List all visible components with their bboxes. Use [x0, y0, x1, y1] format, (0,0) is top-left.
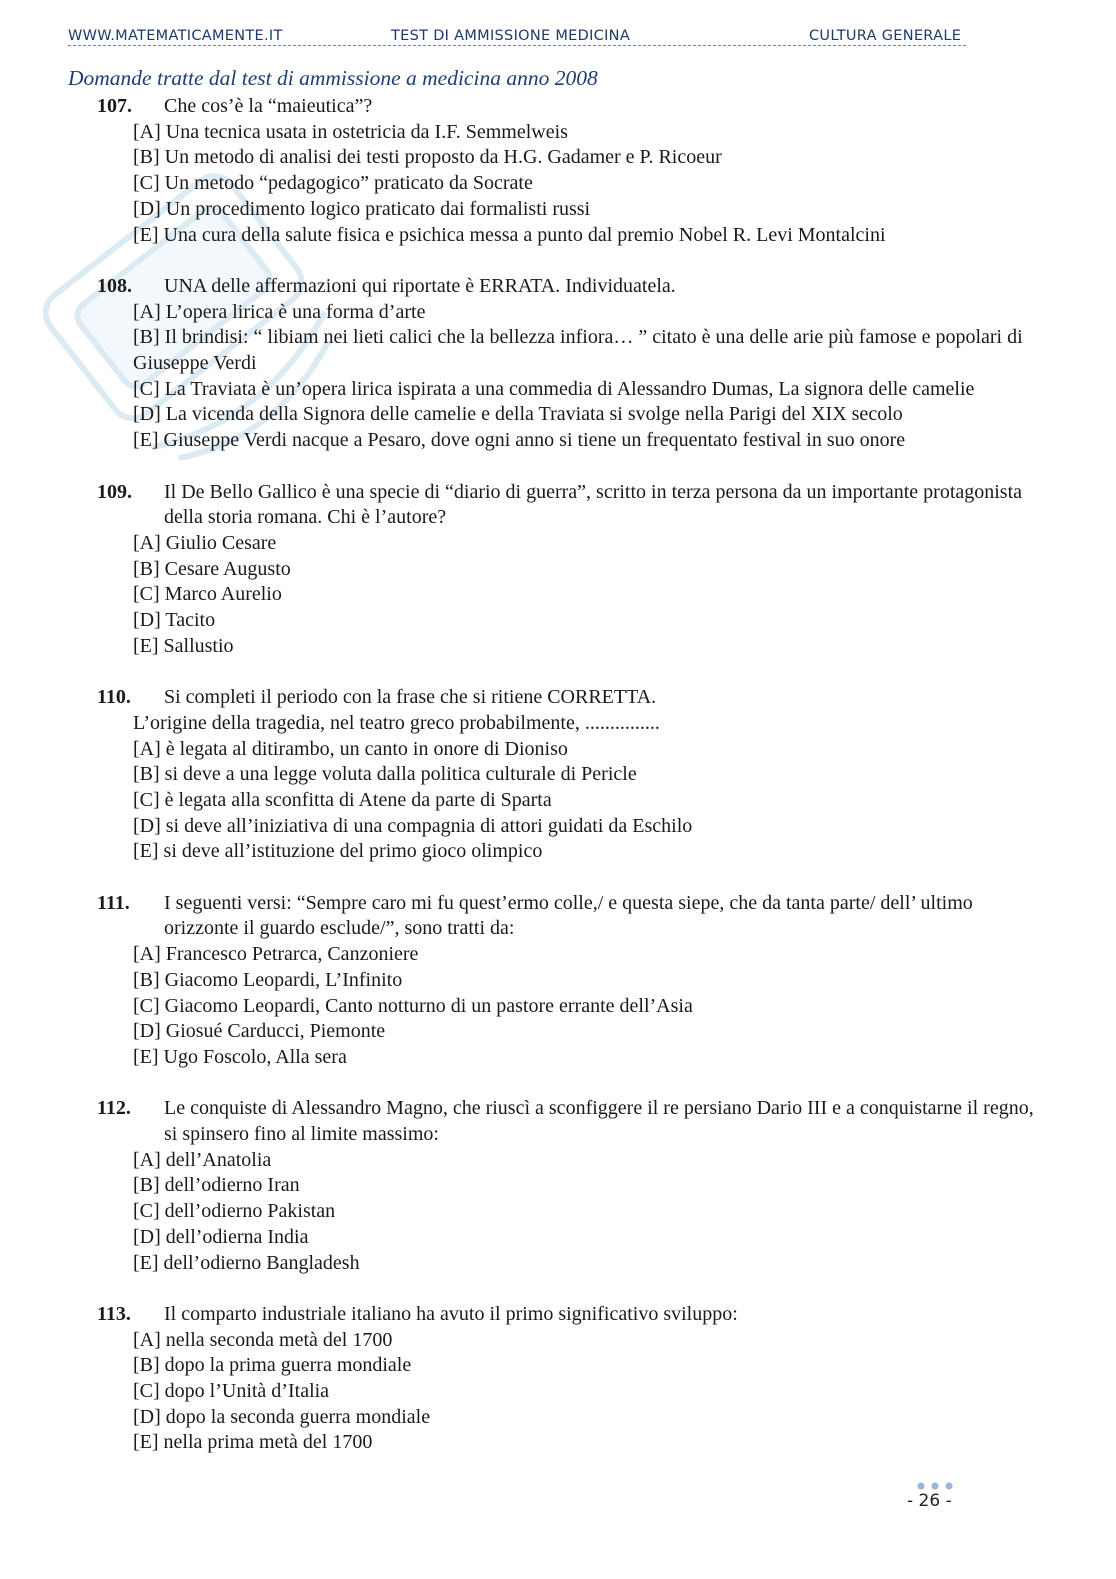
answer-option: [B] Un metodo di analisi dei testi proposto da H.G. Gadamer e P. Ricoeur: [133, 146, 722, 169]
question-list: [97, 94, 1037, 1482]
answer-option: [D] dell’odierna India: [133, 1225, 309, 1248]
section-subtitle: Domande tratte dal test di ammissione a medicina anno 2008: [68, 66, 598, 90]
question-113: [97, 1302, 1037, 1456]
question-number: 110.: [97, 686, 131, 709]
answer-option: [D] Giosué Carducci, Piemonte: [133, 1020, 386, 1043]
answer-option: [E] Ugo Foscolo, Alla sera: [133, 1045, 347, 1068]
answer-option: [C] dell’odierno Pakistan: [133, 1200, 336, 1223]
answer-option: [A] Una tecnica usata in ostetricia da I.F. Semmelweis: [133, 120, 568, 143]
header-site-link[interactable]: WWW.MATEMATICAMENTE.IT: [68, 28, 283, 44]
answer-option: [D] Tacito: [133, 609, 216, 632]
answer-option: [C] Marco Aurelio: [133, 583, 282, 606]
question-number: 109.: [97, 480, 132, 503]
header-rule: [68, 45, 966, 46]
answer-option: [B] Il brindisi: “ libiam nei lieti calici che la bellezza infiora… ” citato è una delle arie più famose e popolari di Giuseppe Verdi: [133, 326, 1023, 375]
answer-option: [C] La Traviata è un’opera lirica ispirata a una commedia di Alessandro Dumas, La signora delle camelie: [133, 377, 975, 400]
answer-option: [E] Una cura della salute fisica e psichica messa a punto dal premio Nobel R. Levi Montalcini: [133, 223, 886, 246]
answer-option: [D] Un procedimento logico praticato dai formalisti russi: [133, 197, 591, 220]
answer-option: [A] Giulio Cesare: [133, 531, 277, 554]
answer-option: [A] dell’Anatolia: [133, 1148, 272, 1171]
question-stem: [97, 94, 1037, 120]
header-title: TEST DI AMMISSIONE MEDICINA: [391, 28, 631, 44]
question-112: [97, 1096, 1037, 1276]
answer-option: [D] dopo la seconda guerra mondiale: [133, 1405, 431, 1428]
question-stem: [97, 1302, 1037, 1328]
page-number: - 26 -: [907, 1491, 952, 1511]
question-107: [97, 94, 1037, 248]
header-subject: CULTURA GENERALE: [809, 28, 962, 44]
answer-option: [A] L’opera lirica è una forma d’arte: [133, 300, 426, 323]
question-text: I seguenti versi: “Sempre caro mi fu quest’ermo colle,/ e questa siepe, che da tanta parte/ dell’ ultimo orizzonte il guardo esclude/”, sono tratti da:: [164, 891, 973, 940]
answer-option: [B] dopo la prima guerra mondiale: [133, 1354, 412, 1377]
answer-option: [A] nella seconda metà del 1700: [133, 1328, 393, 1351]
answer-option: [B] Cesare Augusto: [133, 557, 291, 580]
answer-option: [C] Un metodo “pedagogico” praticato da Socrate: [133, 172, 533, 195]
question-text: Si completi il periodo con la frase che si ritiene CORRETTA.: [164, 686, 657, 709]
answer-option: [E] Giuseppe Verdi nacque a Pesaro, dove ogni anno si tiene un frequentato festival in suo onore: [133, 429, 906, 452]
answer-option: [C] è legata alla sconfitta di Atene da parte di Sparta: [133, 788, 552, 811]
answer-option: [E] nella prima metà del 1700: [133, 1431, 373, 1454]
answer-option: [A] Francesco Petrarca, Canzoniere: [133, 943, 419, 966]
answer-option: [A] è legata al ditirambo, un canto in onore di Dioniso: [133, 737, 568, 760]
answer-option: [E] dell’odierno Bangladesh: [133, 1251, 360, 1274]
running-header: [68, 28, 968, 48]
question-111: [97, 891, 1037, 1071]
question-text: Il comparto industriale italiano ha avuto il primo significativo sviluppo:: [164, 1302, 738, 1325]
footer-dots-icon: [916, 1481, 954, 1491]
answer-option: [B] si deve a una legge voluta dalla politica culturale di Pericle: [133, 763, 637, 786]
answer-option: [D] La vicenda della Signora delle camelie e della Traviata si svolge nella Parigi del XIX secolo: [133, 403, 903, 426]
answer-option: [B] Giacomo Leopardi, L’Infinito: [133, 968, 403, 991]
answer-option: [E] si deve all’istituzione del primo gioco olimpico: [133, 840, 543, 863]
question-108: [97, 274, 1037, 454]
question-number: 111.: [97, 891, 130, 914]
question-prompt: L’origine della tragedia, nel teatro greco probabilmente, ...............: [133, 711, 660, 734]
answer-option: [C] Giacomo Leopardi, Canto notturno di un pastore errante dell’Asia: [133, 994, 693, 1017]
question-number: 113.: [97, 1302, 131, 1325]
question-stem: [97, 480, 1037, 531]
answer-option: [B] dell’odierno Iran: [133, 1174, 300, 1197]
question-stem: [97, 891, 1037, 942]
question-text: Le conquiste di Alessandro Magno, che riuscì a sconfiggere il re persiano Dario III e a conquistarne il regno, si spinsero fino al limite massimo:: [164, 1097, 1034, 1146]
question-109: [97, 480, 1037, 660]
answer-option: [C] dopo l’Unità d’Italia: [133, 1380, 330, 1403]
answer-option: [E] Sallustio: [133, 634, 234, 657]
question-number: 108.: [97, 274, 132, 297]
question-number: 112.: [97, 1097, 131, 1120]
question-110: [97, 685, 1037, 865]
question-stem: [97, 274, 1037, 300]
question-number: 107.: [97, 95, 132, 117]
question-text: UNA delle affermazioni qui riportate è ERRATA. Individuatela.: [164, 274, 676, 297]
answer-option: [D] si deve all’iniziativa di una compagnia di attori guidati da Eschilo: [133, 814, 693, 837]
question-text: Che cos’è la “maieutica”?: [164, 95, 373, 117]
question-text: Il De Bello Gallico è una specie di “diario di guerra”, scritto in terza persona da un importante protagonista della storia romana. Chi è l’autore?: [164, 480, 1023, 529]
question-stem: [97, 685, 1037, 711]
question-stem: [97, 1096, 1037, 1147]
